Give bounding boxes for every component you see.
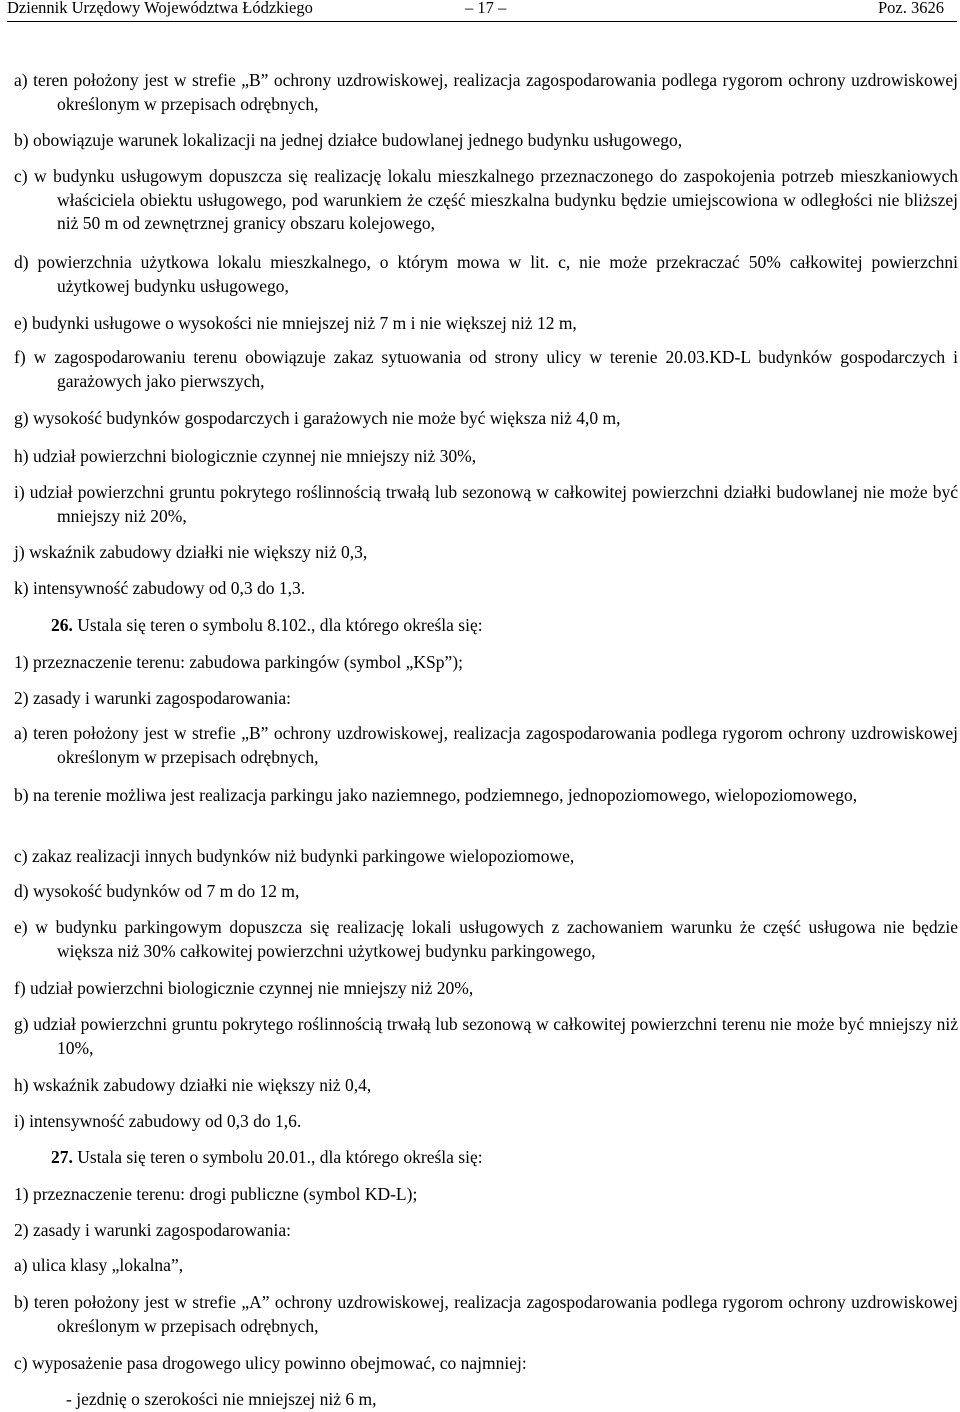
list-item: f) w zagospodarowaniu terenu obowiązuje zakaz sytuowania od strony ulicy w terenie 20.03.KD-L budynków gospodarczych i garażowych jako pierwszych,: [14, 347, 958, 391]
list-item: 2) zasady i warunki zagospodarowania:: [14, 1220, 291, 1240]
list-item: 1) przeznaczenie terenu: drogi publiczne (symbol KD-L);: [14, 1184, 418, 1204]
list-item: b) na terenie możliwa jest realizacja parkingu jako naziemnego, podziemnego, jednopoziomowego, wielopoziomowego,: [14, 785, 858, 805]
list-item: k) intensywność zabudowy od 0,3 do 1,3.: [14, 578, 306, 598]
list-item: d) wysokość budynków od 7 m do 12 m,: [14, 881, 300, 901]
paragraph-text: Ustala się teren o symbolu 8.102., dla którego określa się:: [72, 615, 483, 635]
page-number: – 17 –: [465, 0, 507, 17]
page-header: [0, 0, 960, 22]
list-item: 1) przeznaczenie terenu: zabudowa parkingów (symbol „KSp”);: [14, 652, 463, 672]
paragraph-27: [51, 1146, 960, 1170]
list-item: a) teren położony jest w strefie „B” ochrony uzdrowiskowej, realizacja zagospodarowania podlega rygorom ochrony uzdrowiskowej określonym w przepisach odrębnych,: [14, 723, 958, 767]
list-item: g) udział powierzchni gruntu pokrytego roślinnością trwałą lub sezonową w całkowitej powierzchni terenu nie może być mniejszy niż 10%,: [14, 1014, 958, 1058]
list-item: b) teren położony jest w strefie „A” ochrony uzdrowiskowej, realizacja zagospodarowania podlega rygorom ochrony uzdrowiskowej określonym w przepisach odrębnych,: [14, 1292, 958, 1336]
list-item: e) w budynku parkingowym dopuszcza się realizację lokali usługowych z zachowaniem warunku że część usługowa nie będzie większa niż 30% całkowitej powierzchni użytkowej budynku parkingowego,: [14, 917, 958, 961]
list-item: d) powierzchnia użytkowa lokalu mieszkalnego, o którym mowa w lit. c, nie może przekraczać 50% całkowitej powierzchni użytkowej budynku usługowego,: [14, 252, 958, 296]
list-item: a) teren położony jest w strefie „B” ochrony uzdrowiskowej, realizacja zagospodarowania podlega rygorom ochrony uzdrowiskowej określonym w przepisach odrębnych,: [14, 70, 958, 114]
position-number: Poz. 3626: [878, 0, 944, 17]
list-item: g) wysokość budynków gospodarczych i garażowych nie może być większa niż 4,0 m,: [14, 408, 621, 428]
list-item: h) udział powierzchni biologicznie czynnej nie mniejszy niż 30%,: [14, 446, 477, 466]
list-item: h) wskaźnik zabudowy działki nie większy niż 0,4,: [14, 1075, 372, 1095]
list-item: - jezdnię o szerokości nie mniejszej niż 6 m,: [66, 1389, 377, 1409]
paragraph-number: 27.: [51, 1147, 73, 1167]
list-item: c) wyposażenie pasa drogowego ulicy powinno obejmować, co najmniej:: [14, 1353, 527, 1373]
paragraph-text: Ustala się teren o symbolu 20.01., dla którego określa się:: [72, 1147, 483, 1167]
journal-title: Dziennik Urzędowy Województwa Łódzkiego: [7, 0, 313, 17]
paragraph-26: [51, 614, 960, 638]
list-item: 2) zasady i warunki zagospodarowania:: [14, 688, 291, 708]
list-item: a) ulica klasy „lokalna”,: [14, 1255, 184, 1275]
list-item: c) zakaz realizacji innych budynków niż budynki parkingowe wielopoziomowe,: [14, 846, 575, 866]
list-item: e) budynki usługowe o wysokości nie mniejszej niż 7 m i nie większej niż 12 m,: [14, 313, 577, 333]
paragraph-number: 26.: [51, 615, 73, 635]
list-item: i) intensywność zabudowy od 0,3 do 1,6.: [14, 1111, 302, 1131]
list-item: b) obowiązuje warunek lokalizacji na jednej działce budowlanej jednego budynku usługowego,: [14, 130, 683, 150]
list-item: f) udział powierzchni biologicznie czynnej nie mniejszy niż 20%,: [14, 978, 474, 998]
list-item: j) wskaźnik zabudowy działki nie większy niż 0,3,: [14, 542, 368, 562]
list-item: c) w budynku usługowym dopuszcza się realizację lokalu mieszkalnego przeznaczonego do zaspokojenia potrzeb mieszkaniowych właściciela obiektu usługowego, pod warunkiem że część mieszkalna budynku będzie umiejscowiona w odległości nie bliższej niż 50 m od zewnętrznej granicy obszaru kolejowego,: [14, 166, 958, 233]
header-rule: [7, 21, 957, 22]
list-item: i) udział powierzchni gruntu pokrytego roślinnością trwałą lub sezonową w całkowitej powierzchni działki budowlanej nie może być mniejszy niż 20%,: [14, 482, 958, 526]
